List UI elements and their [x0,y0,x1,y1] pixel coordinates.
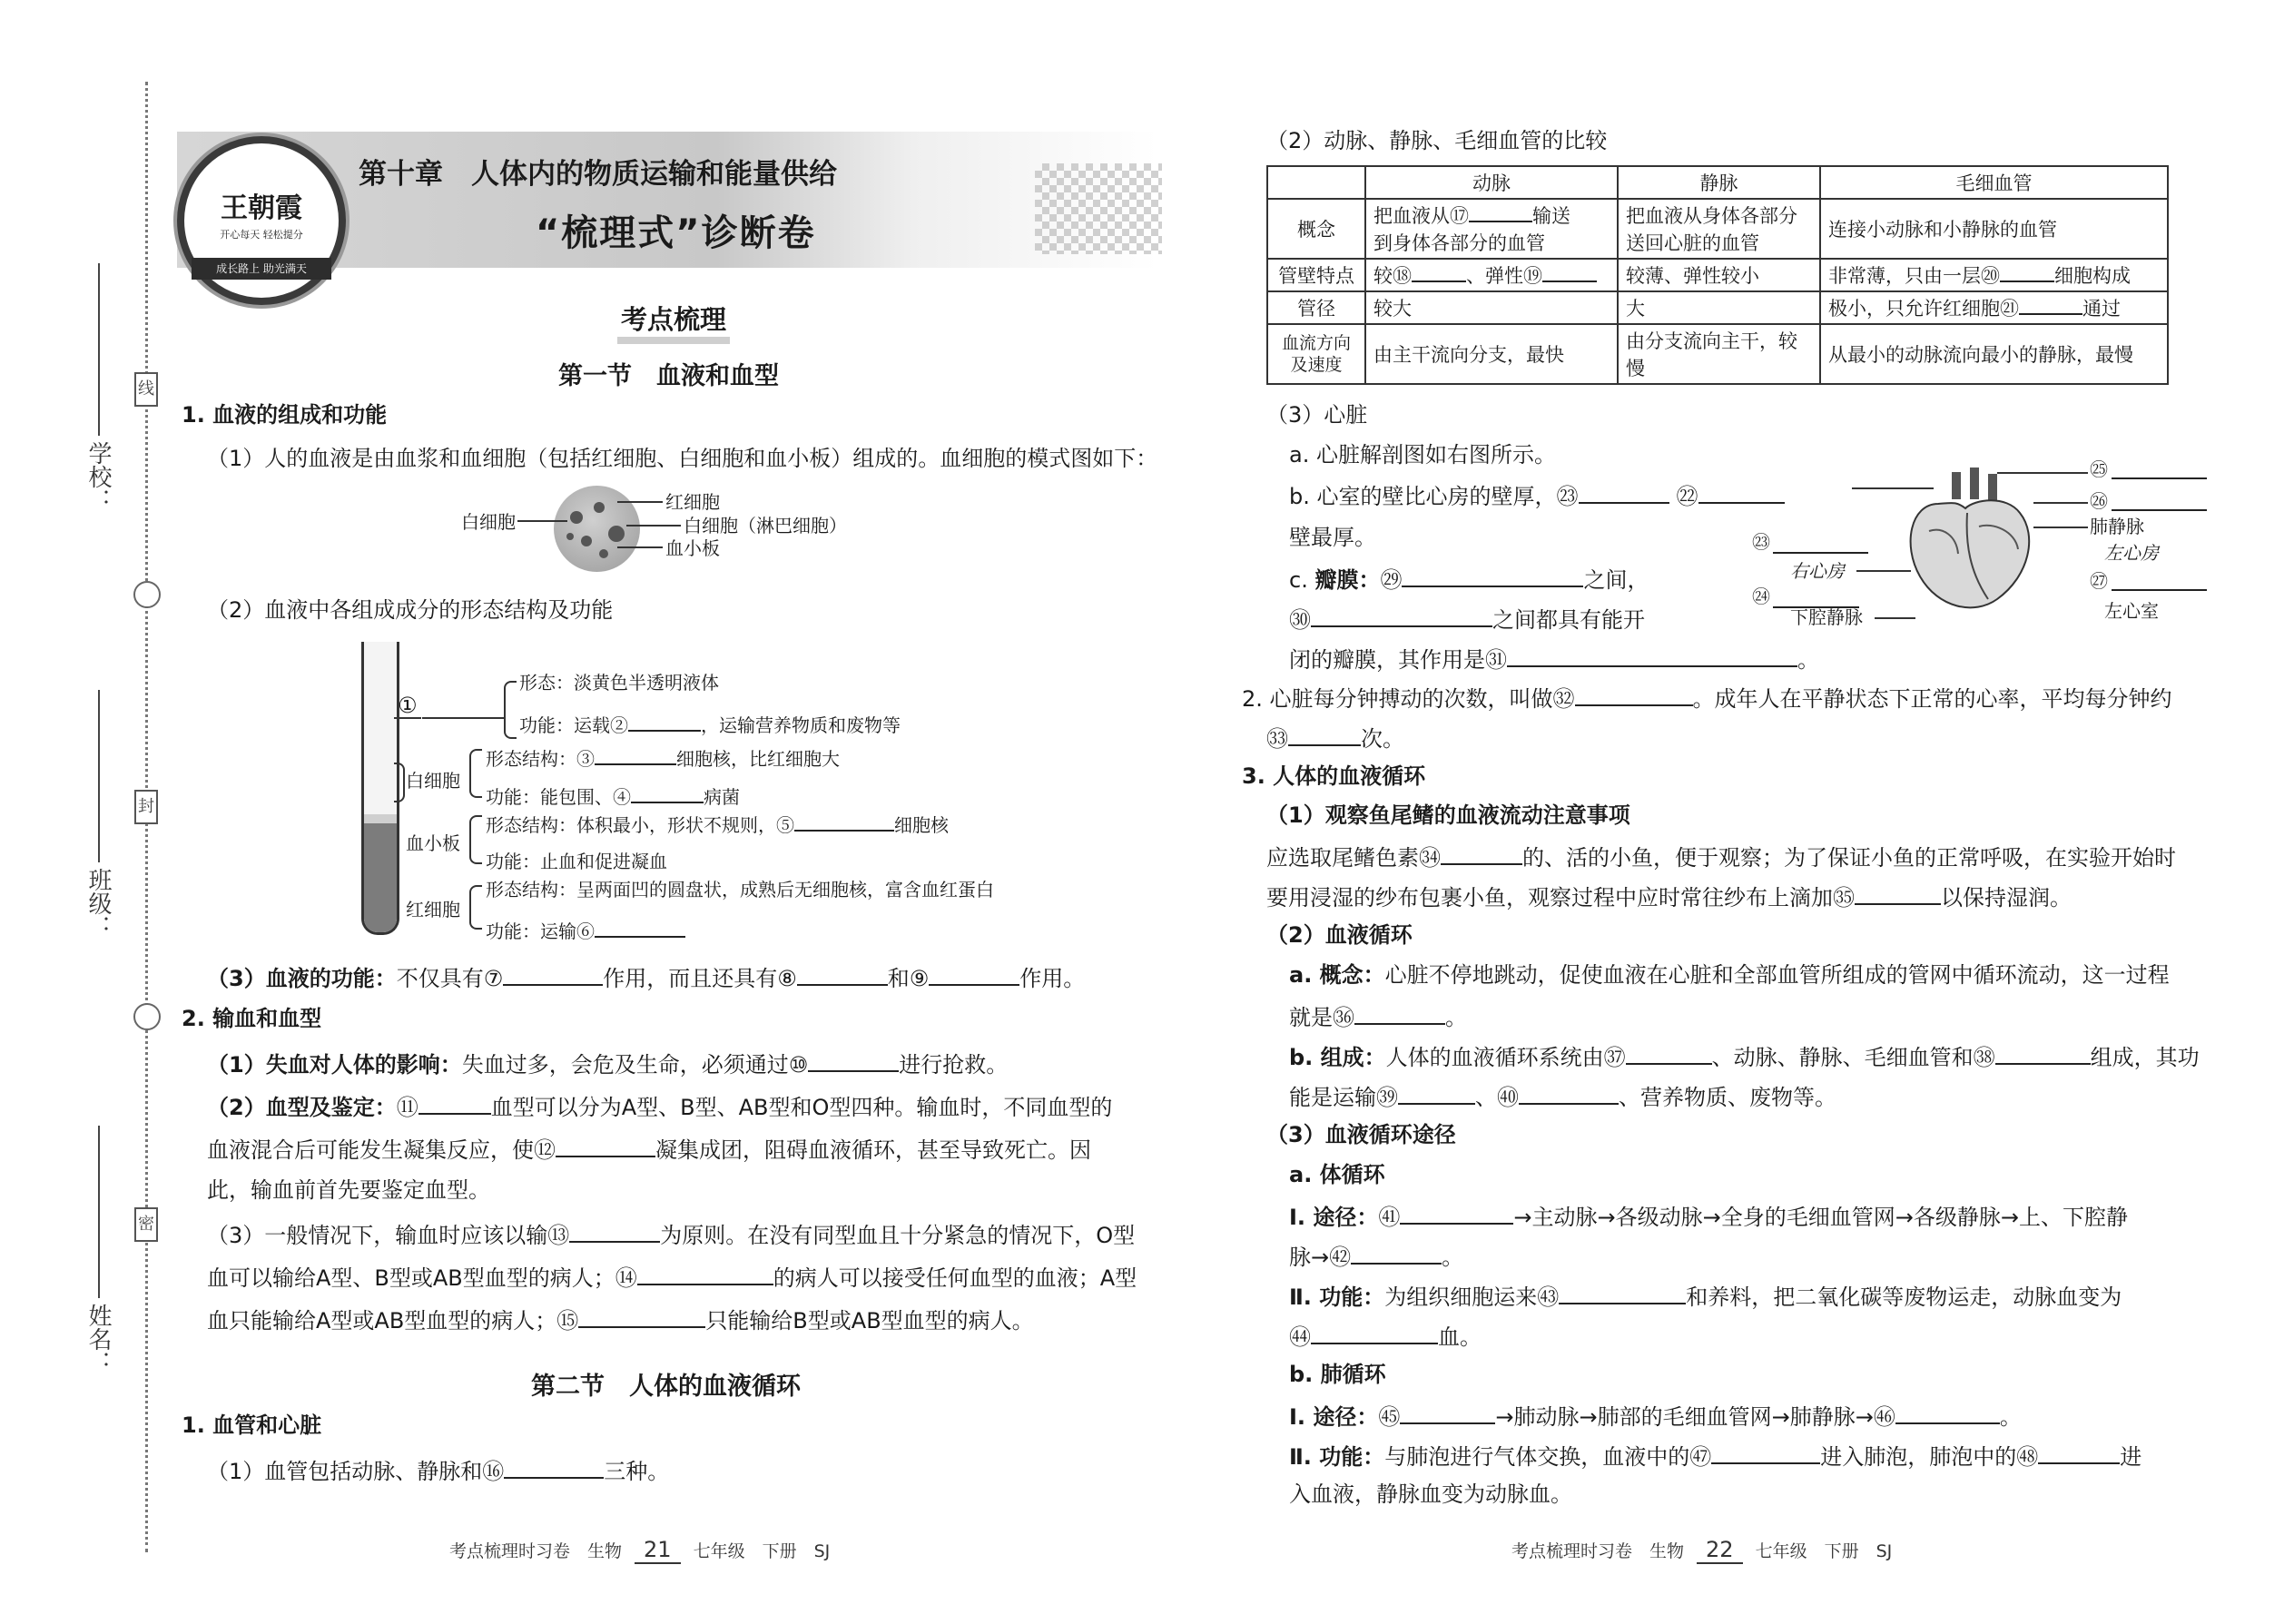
blank-39[interactable] [1398,1079,1475,1105]
heart-zuoxinfang: 左心房 [2104,542,2159,564]
heart-a: a. 心脏解剖图如右图所示。 [1289,442,1556,468]
blank-41[interactable] [1400,1199,1513,1225]
blank-42[interactable] [1351,1239,1442,1265]
table-row [1267,291,2168,324]
blank-38[interactable] [1995,1039,2091,1065]
p2-1: （1）失血对人体的影响：失血过多，会危及生命，必须通过⑩ 进行抢救。 [207,1047,1008,1080]
table-row [1267,199,2168,259]
heart-n26: ㉖ [2090,490,2108,512]
label-lymph: 白细胞（淋巴细胞） [684,515,847,536]
table-cell: 血流方向 及速度 [1267,324,1365,384]
brand-logo [177,136,346,305]
p5-2-head: （2）血液循环 [1266,922,1413,948]
blank-14[interactable] [637,1260,773,1285]
bind-char-xian: 线 [134,372,158,407]
rbc-shape: 形态结构：呈两面凹的圆盘状，成熟后无细胞核，富含血红蛋白 [486,879,994,901]
table-cell: 大 [1618,291,1820,324]
blank-11[interactable] [418,1089,491,1115]
p5-2-a-line1: a. 概念：心脏不停地跳动，促使血液在心脏和全部血管所组成的管网中循环流动，这一过程 [1289,962,2170,988]
blank-27[interactable] [2112,566,2207,591]
heart-n24: ㉔ [1752,586,1770,607]
wbc-shape: 形态结构：③ 细胞核，比红细胞大 [486,740,840,774]
blank-23[interactable] [1579,478,1669,504]
brace [469,815,482,864]
pointer-line [422,717,504,719]
p3-3-head: （3）心脏 [1266,402,1368,428]
brand-ribbon: 成长路上 助光满天 [192,258,331,280]
cell-dot [594,502,605,513]
blank-25[interactable] [2112,454,2207,479]
p4-line1: 2. 心脏每分钟搏动的次数，叫做㉜ 。成年人在平静状态下正常的心率，平均每分钟约 [1242,681,2172,714]
blank-3[interactable] [595,740,676,765]
heart-n27: ㉗ [2090,570,2108,592]
heart-xiaqiang: 下腔静脉 [1790,606,1863,628]
p5-2-a-line2: 就是㊱ 。 [1289,999,1467,1033]
wbc-label: 白细胞 [406,770,460,792]
p4-line2: ㉝ 次。 [1266,721,1404,754]
blank-23b[interactable] [1773,528,1868,554]
cell-dot [581,536,592,546]
table-header: 静脉 [1618,166,1820,199]
blank-31[interactable] [1507,642,1797,667]
blank-15[interactable] [578,1303,705,1328]
pointer-line [1856,570,1911,572]
brace [394,763,405,802]
pointer-line [1875,617,1915,619]
plasma-layer [364,642,397,814]
table-cell: 极小，只允许红细胞㉑ 通过 [1820,291,2168,324]
sys-2-line1: Ⅱ. 功能：为组织细胞运来㊸ 和养料，把二氧化碳等废物运走，动脉血变为 [1289,1279,2122,1313]
class-label: 班级： [84,868,112,939]
bind-char-feng: 封 [134,790,158,824]
table-cell: 较⑱ 、弹性⑲ [1365,259,1618,291]
cell-dot [608,526,625,542]
p2-2-line1: （2）血型及鉴定：⑪ 血型可以分为A型、B型、AB型和O型四种。输血时，不同血型的 [207,1089,1112,1123]
buffy-layer [364,814,397,823]
table-cell: 把血液从⑰ 输送 到身体各部分的血管 [1365,199,1618,259]
table-cell: 从最小的动脉流向最小的静脉，最慢 [1820,324,2168,384]
class-blank[interactable] [98,690,100,862]
rbc-label: 红细胞 [406,899,460,920]
blank-45[interactable] [1400,1399,1495,1424]
pul-2-line1: Ⅱ. 功能：与肺泡进行气体交换，血液中的㊼ 进入肺泡，肺泡中的㊽ 进 [1289,1439,2141,1472]
table-row [1267,324,2168,384]
banner-checker-pattern [1035,163,1162,254]
blank-34[interactable] [1441,840,1522,865]
pointer-line [617,546,663,548]
label-rbc: 红细胞 [665,491,720,513]
table-cell: 管壁特点 [1267,259,1365,291]
table-cell: 非常薄，只由一层⑳ 细胞构成 [1820,259,2168,291]
cell-dot [570,511,583,524]
plt-func: 功能：止血和促进凝血 [486,851,667,872]
blank-9[interactable] [929,960,1019,986]
heart-n23: ㉓ [1752,531,1770,553]
brace [469,749,482,798]
blank-46[interactable] [1895,1399,2000,1424]
heart-n25: ㉕ [2090,458,2108,480]
footer-left: 考点梳理时习卷 生物 21 七年级 下册 SJ [449,1537,831,1562]
p1-3: （3）血液的功能：不仅具有⑦ 作用，而且还具有⑧ 和⑨ 作用。 [207,960,1085,994]
name-field [82,1126,115,1374]
pointer-line [1852,487,1934,489]
p2-3-line2: 血可以输给A型、B型或AB型血型的病人；⑭ 的病人可以接受任何血型的血液；A型 [207,1260,1137,1294]
plasma-num: ① [398,693,418,718]
pul-head: b. 肺循环 [1289,1362,1386,1387]
p5-2-b-line2: 能是运输㊴ 、㊵ 、营养物质、废物等。 [1289,1079,1836,1113]
bind-seal-icon [133,581,161,608]
blank-37[interactable] [1626,1039,1712,1065]
sys-1-line1: Ⅰ. 途径：㊶ →主动脉→各级动脉→全身的毛细血管网→各级静脉→上、下腔静 [1289,1199,2128,1233]
footer-right: 考点梳理时习卷 生物 22 七年级 下册 SJ [1511,1537,1893,1562]
p1-1: （1）人的血液是由血浆和血细胞（包括红细胞、白细胞和血小板）组成的。血细胞的模式图如下： [207,446,1158,471]
brace [469,885,482,930]
brand-sub: 开心每天 轻松提分 [220,229,303,241]
p5-1-line2: 要用浸湿的纱布包裹小鱼，观察过程中应时常往纱布上滴加㉟ 以保持湿润。 [1266,880,2072,913]
exam-title: “梳理式”诊断卷 [536,212,816,254]
heart-b1: b. 心室的壁比心房的壁厚，㉓ ㉒ [1289,478,1785,512]
rbc-layer [364,823,397,932]
pointer-line [1997,472,2088,474]
table-row [1267,166,2168,199]
heart-youxinfang: 右心房 [1790,560,1845,582]
table-cell: 连接小动脉和小静脉的血管 [1820,199,2168,259]
heart-c3: 闭的瓣膜，其作用是㉛ 。 [1289,642,1819,675]
school-field [82,263,115,512]
cell-dot [599,549,608,558]
section-title: 考点梳理 [617,300,730,344]
sys-1-line2: 脉→㊷ 。 [1289,1239,1463,1273]
blank-20[interactable] [2000,264,2054,282]
bind-char-mi: 密 [134,1207,158,1242]
p2-3-line1: （3）一般情况下，输血时应该以输⑬ 为原则。在没有同型血且十分紧急的情况下，O型 [207,1217,1135,1251]
table-cell: 把血液从身体各部分 送回心脏的血管 [1618,199,1820,259]
bind-seal-icon [133,1003,161,1030]
blank-19[interactable] [1542,264,1597,282]
wbc-func: 功能：能包围、④ 病菌 [486,778,740,812]
table-cell: 由分支流向主干，较慢 [1618,324,1820,384]
p3-2-head: （2）动脉、静脉、毛细血管的比较 [1266,128,1608,153]
blank-47[interactable] [1711,1439,1820,1464]
sys-head: a. 体循环 [1289,1162,1385,1187]
table-header: 毛细血管 [1820,166,2168,199]
p5-2-b-line1: b. 组成：人体的血液循环系统由㊲ 、动脉、静脉、毛细血管和㊳ 组成，其功 [1289,1039,2200,1073]
p2-2-line3: 此，输血前首先要鉴定血型。 [207,1177,490,1203]
blank-29[interactable] [1402,562,1583,587]
school-label: 学校： [84,441,112,512]
p5-1-head: （1）观察鱼尾鳍的血液流动注意事项 [1266,802,1630,828]
table-cell: 较大 [1365,291,1618,324]
table-cell: 由主干流向分支，最快 [1365,324,1618,384]
blank-21[interactable] [2019,297,2082,315]
p1-head: 1. 血液的组成和功能 [182,402,388,428]
sys-2-line2: ㊹ 血。 [1289,1319,1482,1353]
pul-1: Ⅰ. 途径：㊺ →肺动脉→肺部的毛细血管网→肺静脉→㊻ 。 [1289,1399,2022,1432]
blank-16[interactable] [504,1453,604,1479]
cell-dot [566,533,574,540]
p1-2: （2）血液中各组成成分的形态结构及功能 [207,597,614,623]
table-cell: 概念 [1267,199,1365,259]
blank-33[interactable] [1288,721,1361,746]
pointer-line [626,525,681,527]
p3-head: 1. 血管和心脏 [182,1412,322,1438]
p2-3-line3: 血只能输给A型或AB型血型的病人；⑮ 只能输给B型或AB型血型的病人。 [207,1303,1034,1336]
heart-b2: 壁最厚。 [1289,525,1376,550]
heart-zuoxinshi: 左心室 [2104,600,2159,622]
blank-10[interactable] [808,1047,899,1072]
blank-5[interactable] [794,806,894,832]
label-wbc-left: 白细胞 [461,511,516,533]
pointer-line [617,501,663,503]
class-field [82,690,115,939]
s1-title: 第一节 血液和血型 [558,362,779,390]
blank-4[interactable] [631,778,704,803]
blood-cell-diagram [554,486,640,572]
blank-44[interactable] [1311,1319,1438,1344]
p3-1: （1）血管包括动脉、静脉和⑯ 三种。 [207,1453,669,1487]
heart-feijingmai: 肺静脉 [2090,516,2144,537]
chapter-title: 第十章 人体内的物质运输和能量供给 [359,158,837,191]
table-cell: 较薄、弹性较小 [1618,259,1820,291]
blank-17[interactable] [1469,204,1532,222]
blank-40[interactable] [1519,1079,1619,1105]
heart-c1: c. 瓣膜：㉙ 之间， [1289,562,1649,595]
blank-2[interactable] [628,706,701,732]
table-header: 动脉 [1365,166,1618,199]
blank-43[interactable] [1559,1279,1686,1304]
plt-shape: 形态结构：体积最小，形状不规则，⑤ 细胞核 [486,806,949,841]
rbc-func: 功能：运输⑥ [486,912,685,947]
p5-1-line1: 应选取尾鳍色素㉞ 的、活的小鱼，便于观察；为了保证小鱼的正常呼吸，在实验开始时 [1266,840,2176,873]
table-row [1267,259,2168,291]
pointer-line [517,520,567,522]
blank-7[interactable] [503,960,603,986]
name-label: 姓名： [84,1304,112,1374]
heart-c2: ㉚ 之间都具有能开 [1289,602,1645,635]
blank-22[interactable] [1698,478,1785,504]
blank-13[interactable] [569,1217,660,1243]
p5-head: 3. 人体的血液循环 [1242,763,1426,789]
blank-48[interactable] [2038,1439,2120,1464]
pul-2-line2: 入血液，静脉血变为动脉血。 [1289,1481,1572,1507]
plasma-func: 功能：运载② ，运输营养物质和废物等 [519,706,901,741]
pointer-line [2033,527,2088,528]
s2-title: 第二节 人体的血液循环 [531,1373,801,1401]
heart-diagram [1902,463,2043,617]
pointer-line [2033,502,2088,504]
page-number-left: 21 [635,1537,681,1564]
page-number-right: 22 [1697,1537,1743,1564]
table-header [1267,166,1365,199]
blank-18[interactable] [1412,264,1466,282]
label-platelet: 血小板 [665,537,720,559]
school-blank[interactable] [98,263,100,436]
p5-3-head: （3）血液循环途径 [1266,1122,1456,1147]
blank-12[interactable] [556,1132,655,1157]
blank-30[interactable] [1311,602,1492,627]
p2-head: 2. 输血和血型 [182,1006,322,1031]
heart-vessel [1956,468,1993,504]
blank-6[interactable] [595,912,685,938]
blank-8[interactable] [797,960,888,986]
brace [504,681,517,739]
blank-36[interactable] [1354,999,1445,1025]
plt-label: 血小板 [406,832,460,854]
table-cell: 管径 [1267,291,1365,324]
p2-2-line2: 血液混合后可能发生凝集反应，使⑫ 凝集成团，阻碍血液循环，甚至导致死亡。因 [207,1132,1091,1166]
blank-32[interactable] [1575,681,1693,706]
blank-26[interactable] [2112,486,2207,511]
blank-35[interactable] [1855,880,1941,905]
brand-name: 王朝霞 [221,192,302,224]
plasma-shape: 形态：淡黄色半透明液体 [519,672,719,694]
name-blank[interactable] [98,1126,100,1298]
vessel-comparison-table [1266,165,2169,385]
